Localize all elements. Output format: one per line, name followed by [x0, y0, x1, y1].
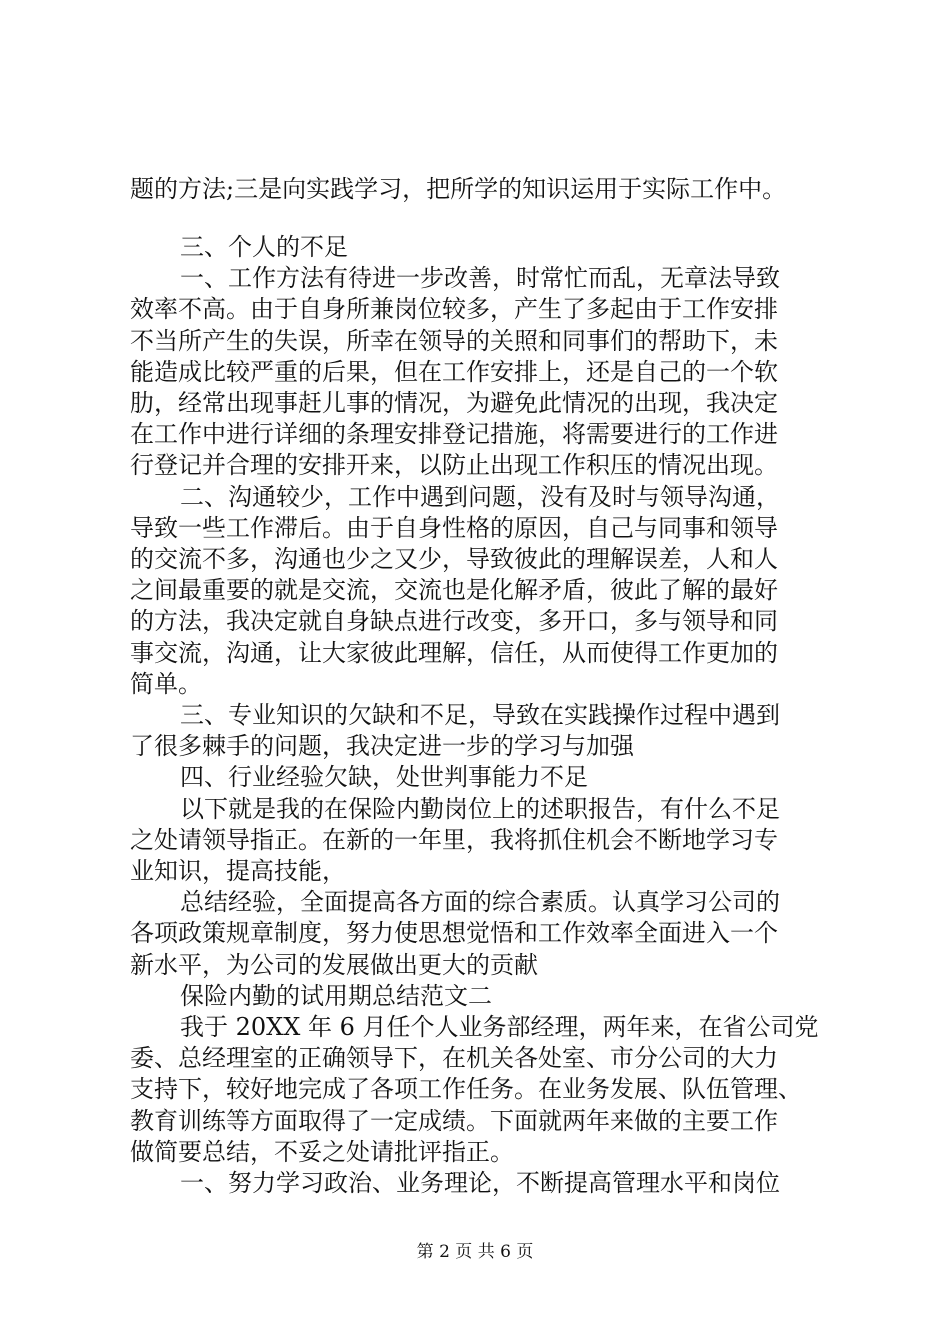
paragraph-line: 简单。 — [130, 670, 202, 698]
paragraph-line: 之间最重要的就是交流，交流也是化解矛盾，彼此了解的最好 — [130, 576, 778, 604]
paragraph-line: 能造成比较严重的后果，但在工作安排上，还是自己的一个软 — [130, 358, 778, 386]
paragraph-line: 之处请领导指正。在新的一年里，我将抓住机会不断地学习专 — [130, 826, 778, 854]
paragraph-line: 我于 20XX 年 6 月任个人业务部经理，两年来，在省公司党 — [180, 1013, 819, 1041]
paragraph-line: 了很多棘手的问题，我决定进一步的学习与加强 — [130, 732, 634, 760]
paragraph-line: 的交流不多，沟通也少之又少，导致彼此的理解误差，人和人 — [130, 545, 778, 573]
paragraph-line: 业知识，提高技能， — [130, 857, 346, 885]
page-number-footer: 第 2 页 共 6 页 — [416, 1242, 534, 1262]
paragraph-line: 一、工作方法有待进一步改善，时常忙而乱，无章法导致 — [180, 264, 780, 292]
paragraph-line: 各项政策规章制度，努力使思想觉悟和工作效率全面进入一个 — [130, 919, 778, 947]
paragraph-line: 事交流，沟通，让大家彼此理解，信任，从而使得工作更加的 — [130, 639, 778, 667]
paragraph-line: 委、总经理室的正确领导下，在机关各处室、市分公司的大力 — [130, 1044, 778, 1072]
paragraph-line: 的方法，我决定就自身缺点进行改变，多开口，多与领导和同 — [130, 607, 778, 635]
paragraph-line: 新水平，为公司的发展做出更大的贡献 — [130, 951, 538, 979]
paragraph-line: 四、行业经验欠缺，处世判事能力不足 — [180, 763, 588, 791]
paragraph-line: 题的方法;三是向实践学习，把所学的知识运用于实际工作中。 — [130, 175, 787, 203]
paragraph-line: 行登记并合理的安排开来，以防止出现工作积压的情况出现。 — [130, 451, 778, 479]
paragraph-line: 支持下，较好地完成了各项工作任务。在业务发展、队伍管理、 — [130, 1075, 802, 1103]
paragraph-line: 肋，经常出现事赶儿事的情况，为避免此情况的出现，我决定 — [130, 389, 778, 417]
article-title: 保险内勤的试用期总结范文二 — [180, 982, 492, 1010]
paragraph-line: 三、专业知识的欠缺和不足，导致在实践操作过程中遇到 — [180, 701, 780, 729]
paragraph-line: 总结经验，全面提高各方面的综合素质。认真学习公司的 — [180, 888, 780, 916]
paragraph-line: 在工作中进行详细的条理安排登记措施，将需要进行的工作进 — [130, 420, 778, 448]
paragraph-line: 效率不高。由于自身所兼岗位较多，产生了多起由于工作安排 — [130, 295, 778, 323]
paragraph-line: 不当所产生的失误，所幸在领导的关照和同事们的帮助下，未 — [130, 327, 778, 355]
paragraph-line: 一、努力学习政治、业务理论，不断提高管理水平和岗位 — [180, 1169, 780, 1197]
paragraph-line: 以下就是我的在保险内勤岗位上的述职报告，有什么不足 — [180, 795, 780, 823]
paragraph-line: 教育训练等方面取得了一定成绩。下面就两年来做的主要工作 — [130, 1107, 778, 1135]
section-heading: 三、个人的不足 — [180, 233, 348, 261]
paragraph-line: 导致一些工作滞后。由于自身性格的原因，自己与同事和领导 — [130, 514, 778, 542]
paragraph-line: 做简要总结，不妥之处请批评指正。 — [130, 1138, 514, 1166]
paragraph-line: 二、沟通较少，工作中遇到问题，没有及时与领导沟通， — [180, 483, 780, 511]
